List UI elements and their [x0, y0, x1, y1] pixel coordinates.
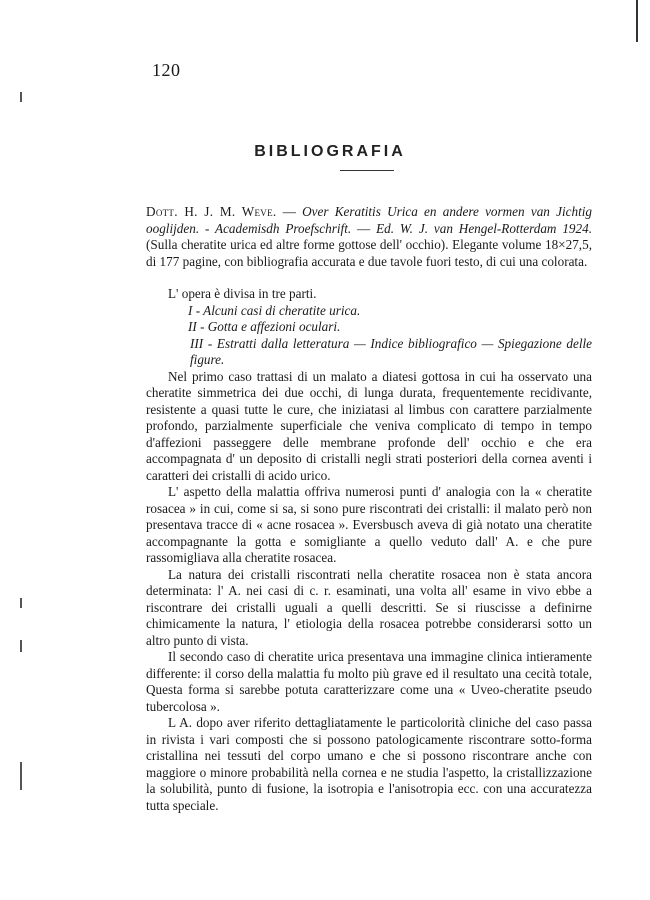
citation-edition: Ed. W. J. van Hengel-Rotterdam 1924. — [376, 220, 592, 236]
page-number: 120 — [152, 60, 181, 80]
part-item-text: III - Estratti dalla letteratura — Indice bibliografico — Spiegazione delle figure. — [190, 335, 592, 367]
title-rule — [340, 170, 394, 171]
body-paragraph: L' aspetto della malattia offriva numerosi punti d' analogia con la « cheratite rosacea » in cui, come si sa, si sono pure riscontrati dei cristalli: il malato però non presentava tracce di « acne rosacea ». Eversbusch aveva di già notato una cheratite accompagnante la gotta e somigliante a quello veduto dall' A. e che pure rassomigliava alla cheratite rosacea. — [146, 484, 592, 565]
body-paragraph: Il secondo caso di cheratite urica presentava una immagine clinica intieramente differente: il corso della malattia fu molto più grave ed il resultato una cecità totale, Questa forma si sarebbe potuta caratterizzare come una « Uveo-cheratite pseudo tubercolosa ». — [146, 649, 592, 714]
body-paragraph: L A. dopo aver riferito dettagliatamente le particolorità cliniche del caso passa in rivista i vari composti che si possono patologicamente riscontrare sotto-forma cristallina nei tessuti del corpo umano e che si possono riscontrare anche con maggiore o minore probabilità nella cornea e ne studia l'aspetto, la cristallizzazione la solubilità, punto di fusione, la isotropia e l'anisotropia ecc. con una accuratezza tutta speciale. — [146, 715, 592, 813]
citation-work-title: Over Keratitis Urica en andere vormen van Jichtig ooglijden. - Academisdh Proefschrift. — [146, 204, 592, 236]
citation-author: Dott. H. J. M. Weve. — [146, 204, 277, 219]
citation-separator: — — [351, 220, 377, 236]
page-title: BIBLIOGRAFIA — [254, 143, 406, 160]
scan-edge-mark — [20, 598, 22, 608]
scan-edge-mark — [20, 762, 22, 790]
scan-edge-mark — [636, 0, 638, 42]
intro-paragraph: L' opera è divisa in tre parti. — [168, 286, 317, 301]
scan-edge-mark — [20, 92, 22, 102]
citation-description: (Sulla cheratite urica ed altre forme gottose dell' occhio). Elegante volume 18×27,5, di 177 pagine, con bibliografia accurata e due tavole fuori testo, di cui una colorata. — [146, 237, 592, 269]
body-paragraph: Nel primo caso trattasi di un malato a diatesi gottosa in cui ha osservato una cheratite simmetrica dei due occhi, di lunga durata, frequentemente recidivante, resistente a quasi tutte le cure, che iniziatasi al limbus con carattere parzialmente profondo, parzialmente superficiale che veniva complicato di tempo in tempo d'affezioni passeggere delle membrane profonde dell' occhio e che era accompagnata d' un deposito di cristalli negli strati posteriori della cornea aventi i caratteri dei cristalli di acido urico. — [146, 368, 592, 483]
part-item — [146, 336, 592, 369]
citation — [146, 204, 592, 270]
part-item: I - Alcuni casi di cheratite urica. — [188, 302, 361, 318]
page-body — [146, 204, 592, 814]
part-item: II - Gotta e affezioni oculari. — [188, 319, 341, 334]
body-paragraph: La natura dei cristalli riscontrati nella cheratite rosacea non è stata ancora determinata: l' A. nei casi di c. r. esaminati, una volta all' esame in vivo ebbe a riscontrare dei cristalli uguali a quelli descritti. Se si riuscisse a definirne chimicamente la natura, l' etiologia della rosacea potrebbe considerarsi sotto un altro punto di vista. — [146, 566, 592, 648]
scan-edge-mark — [20, 640, 22, 652]
citation-separator: — — [276, 204, 303, 219]
